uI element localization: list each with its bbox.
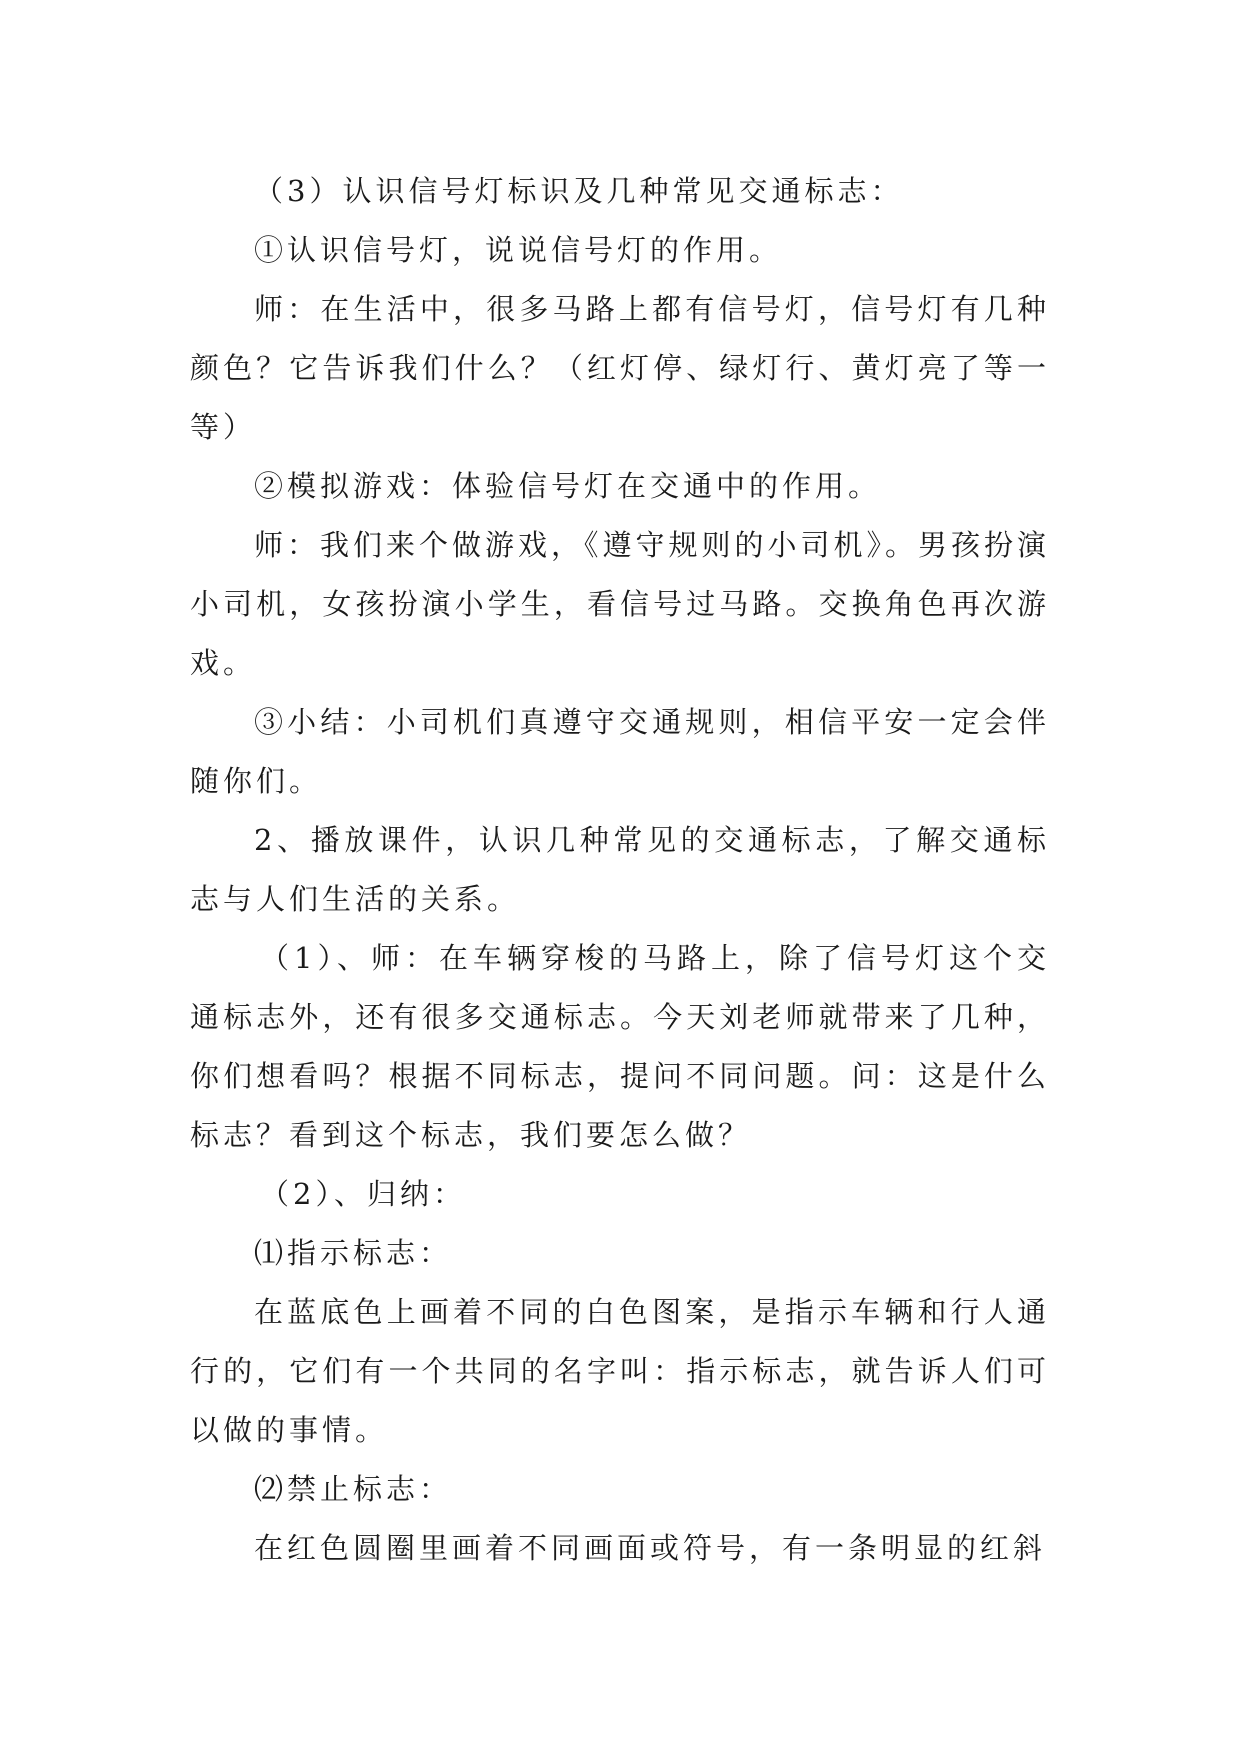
paragraph-indication-sign-heading: ⑴指示标志：: [254, 1236, 453, 1270]
paragraph-item-3-summary: ③小结：小司机们真遵守交通规则，相信平安一定会伴随你们。: [190, 705, 1050, 798]
paragraph-indication-sign-desc: 在蓝底色上画着不同的白色图案，是指示车辆和行人通行的，它们有一个共同的名字叫：指示标志，就告诉人们可以做的事情。: [190, 1295, 1050, 1447]
document-body: [190, 162, 1050, 1578]
paragraph-sub-2-summary: （2）、归纳：: [260, 1177, 466, 1211]
paragraph-item-1: ①认识信号灯，说说信号灯的作用。: [254, 233, 783, 267]
paragraph-item-2: ②模拟游戏：体验信号灯在交通中的作用。: [254, 469, 882, 503]
paragraph-prohibition-sign-desc: 在红色圆圈里画着不同画面或符号，有一条明显的红斜: [254, 1531, 1047, 1565]
paragraph-step-2: 2、播放课件，认识几种常见的交通标志，了解交通标志与人们生活的关系。: [190, 823, 1050, 916]
paragraph-section-3-heading: （3）认识信号灯标识及几种常见交通标志：: [254, 174, 904, 208]
paragraph-prohibition-sign-heading: ⑵禁止标志：: [254, 1472, 453, 1506]
paragraph-teacher-question-lights: 师：在生活中，很多马路上都有信号灯，信号灯有几种颜色？它告诉我们什么？（红灯停、绿灯行、黄灯亮了等一等）: [190, 292, 1050, 444]
paragraph-teacher-game: 师：我们来个做游戏，《遵守规则的小司机》。男孩扮演小司机，女孩扮演小学生，看信号过马路。交换角色再次游戏。: [190, 528, 1051, 680]
paragraph-sub-1-teacher: （1）、师：在车辆穿梭的马路上，除了信号灯这个交通标志外，还有很多交通标志。今天刘老师就带来了几种，你们想看吗？根据不同标志，提问不同问题。问：这是什么标志？看到这个标志，我们要怎么做？: [190, 941, 1050, 1152]
